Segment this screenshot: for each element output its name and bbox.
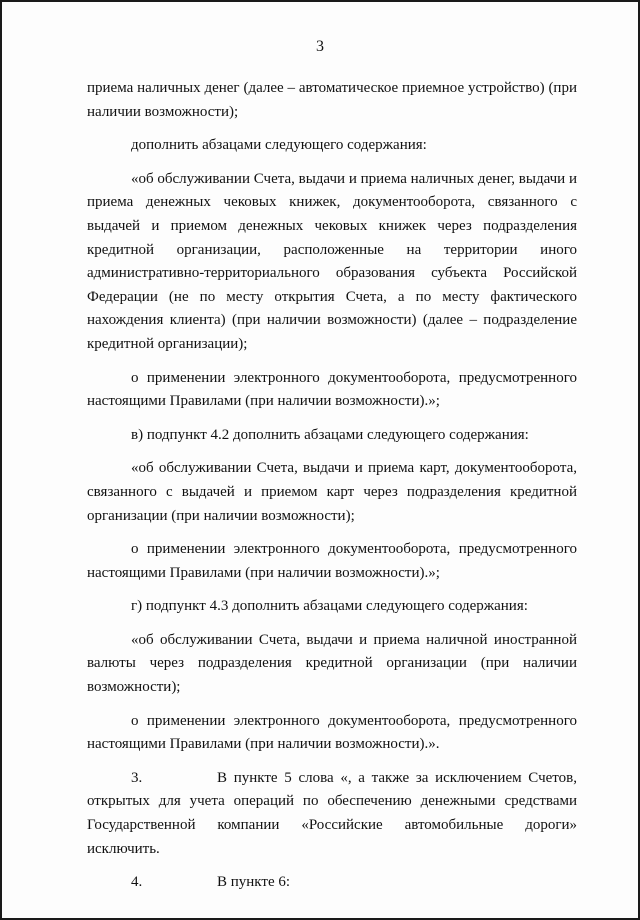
item-number: 4.: [131, 874, 143, 891]
paragraph-subitem-4-3: г) подпункт 4.3 дополнить абзацами следующего содержания:: [131, 598, 528, 615]
paragraph-quote-cash-service: «об обслуживании Счета, выдачи и приема наличных денег, выдачи и приема денежных чековых книжек, документооборота, связанного с выдачей и приемом денежных чековых книжек через подразделения кредитной организации, расположенные на территории иного административно-территориального образования субъекта Российской Федерации (не по месту открытия Счета, а по месту фактического нахождения клиента) (при наличии возможности) (далее – подразделение кредитной организации);: [87, 170, 577, 352]
paragraph-quote-foreign-currency: «об обслуживании Счета, выдачи и приема наличной иностранной валюты через подразделения кредитной организации (при наличии возможности);: [87, 631, 577, 696]
paragraph-electronic-docflow-1: о применении электронного документооборота, предусмотренного настоящими Правилами (при наличии возможности).»;: [87, 369, 577, 410]
paragraph-item-3: [87, 767, 577, 861]
paragraph-item-4: [87, 871, 577, 895]
paragraph-electronic-docflow-2: о применении электронного документооборота, предусмотренного настоящими Правилами (при наличии возможности).»;: [87, 541, 577, 581]
document-body: [87, 77, 577, 895]
paragraph-continuation: приема наличных денег (далее – автоматическое приемное устройство) (при наличии возможности);: [87, 80, 577, 120]
paragraph-electronic-docflow-3: о применении электронного документооборота, предусмотренного настоящими Правилами (при наличии возможности).».: [87, 712, 577, 753]
scan-border-left: [0, 0, 2, 920]
paragraph-quote-cards: «об обслуживании Счета, выдачи и приема карт, документооборота, связанного с выдачей и приемом карт через подразделения кредитной организации (при наличии возможности);: [87, 460, 577, 524]
paragraph-subitem-4-2: в) подпункт 4.2 дополнить абзацами следующего содержания:: [131, 426, 529, 443]
item-text: В пункте 6:: [217, 874, 291, 891]
item-number: 3.: [131, 769, 143, 786]
page-number: 3: [316, 38, 324, 55]
paragraph-amendment-intro: дополнить абзацами следующего содержания:: [131, 137, 427, 154]
scan-border-top: [0, 0, 640, 2]
item-text: В пункте 5 слова «, а также за исключением Счетов, открытых для учета операций по обеспечению денежными средствами Государственной компании «Российские автомобильные дороги» исключить.: [87, 769, 577, 857]
